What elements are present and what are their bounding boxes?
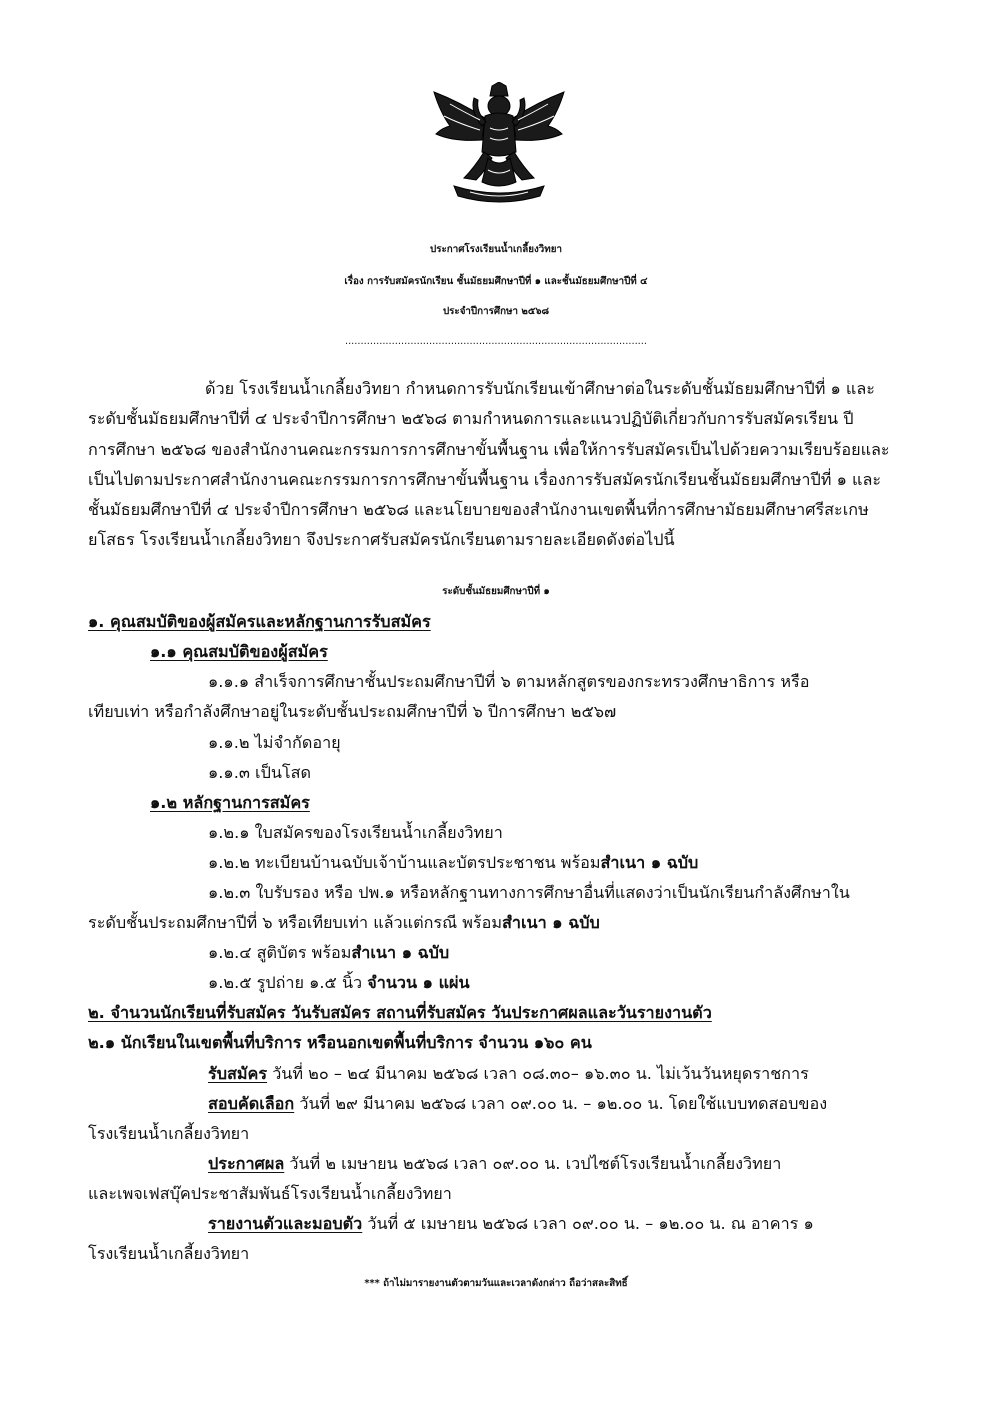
intro-line-6: ยโสธร โรงเรียนน้ำเกลี้ยงวิทยา จึงประกาศรับสมัครนักเรียนตามรายละเอียดดังต่อไปนี้ bbox=[88, 530, 675, 549]
item-1-2-3-bold: สำเนา ๑ ฉบับ bbox=[502, 913, 600, 932]
intro-line-5: ชั้นมัธยมศึกษาปีที่ ๔ ประจำปีการศึกษา ๒๕๖๘ และนโยบายของสำนักงานเขตพื้นที่การศึกษามัธยมศึกษาศรีสะเกษ bbox=[88, 500, 869, 519]
section-1-heading: ๑. คุณสมบัติของผู้สมัครและหลักฐานการรับสมัคร bbox=[88, 612, 431, 631]
item-1-2-2 bbox=[208, 851, 698, 875]
intro-line-2: ระดับชั้นมัธยมศึกษาปีที่ ๔ ประจำปีการศึกษา ๒๕๖๘ ตามกำหนดการและแนวปฏิบัติเกี่ยวกับการรับสมัครเรียน ปี bbox=[88, 409, 854, 428]
item-1-2-2-bold: สำเนา ๑ ฉบับ bbox=[600, 853, 699, 872]
item-1-1-3: ๑.๑.๓ เป็นโสด bbox=[208, 763, 312, 782]
report-text: วันที่ ๕ เมษายน ๒๕๖๘ เวลา ๐๙.๐๐ น. – ๑๒.๐๐ น. ณ อาคาร ๑ bbox=[362, 1214, 814, 1233]
announcement-year: ประจำปีการศึกษา ๒๕๖๘ bbox=[442, 306, 550, 317]
section-1-2-heading: ๑.๒ หลักฐานการสมัคร bbox=[150, 793, 310, 812]
item-1-2-5 bbox=[208, 971, 470, 995]
item-1-2-3-line-2 bbox=[88, 911, 600, 935]
exam-line-2: โรงเรียนน้ำเกลี้ยงวิทยา bbox=[88, 1124, 250, 1143]
item-1-1-2: ๑.๑.๒ ไม่จำกัดอายุ bbox=[208, 733, 341, 752]
exam-schedule bbox=[208, 1092, 827, 1116]
announce-line-2: และเพจเฟสบุ๊คประชาสัมพันธ์โรงเรียนน้ำเกลี้ยงวิทยา bbox=[88, 1184, 452, 1203]
announce-label: ประกาศผล bbox=[208, 1154, 285, 1173]
report-line-2: โรงเรียนน้ำเกลี้ยงวิทยา bbox=[88, 1244, 250, 1263]
exam-label: สอบคัดเลือก bbox=[208, 1094, 295, 1113]
report-schedule bbox=[208, 1212, 814, 1236]
announce-schedule bbox=[208, 1152, 781, 1176]
item-1-2-4 bbox=[208, 941, 449, 965]
intro-line-1: ด้วย โรงเรียนน้ำเกลี้ยงวิทยา กำหนดการรับนักเรียนเข้าศึกษาต่อในระดับชั้นมัธยมศึกษาปีที่ ๑ และ bbox=[205, 379, 875, 398]
announcement-subject: เรื่อง การรับสมัครนักเรียน ชั้นมัธยมศึกษาปีที่ ๑ และชั้นมัธยมศึกษาปีที่ ๔ bbox=[344, 276, 648, 287]
forfeit-warning: *** ถ้าไม่มารายงานตัวตามวันและเวลาดังกล่าว ถือว่าสละสิทธิ์ bbox=[364, 1278, 628, 1289]
item-1-1-1-line-1: ๑.๑.๑ สำเร็จการศึกษาชั้นประถมศึกษาปีที่ ๖ ตามหลักสูตรของกระทรวงศึกษาธิการ หรือ bbox=[208, 672, 810, 691]
separator-dots: ................................................................................................. bbox=[344, 336, 648, 347]
item-1-2-1: ๑.๒.๑ ใบสมัครของโรงเรียนน้ำเกลี้ยงวิทยา bbox=[208, 823, 503, 842]
item-1-2-3-text: ระดับชั้นประถมศึกษาปีที่ ๖ หรือเทียบเท่า แล้วแต่กรณี พร้อม bbox=[88, 913, 503, 932]
report-label: รายงานตัวและมอบตัว bbox=[208, 1214, 363, 1233]
level-heading: ระดับชั้นมัธยมศึกษาปีที่ ๑ bbox=[442, 586, 550, 597]
apply-text: วันที่ ๒๐ – ๒๔ มีนาคม ๒๕๖๘ เวลา ๐๘.๓๐– ๑๖.๓๐ น. ไม่เว้นวันหยุดราชการ bbox=[267, 1064, 809, 1083]
announcement-title: ประกาศโรงเรียนน้ำเกลี้ยงวิทยา bbox=[430, 244, 562, 255]
exam-text: วันที่ ๒๙ มีนาคม ๒๕๖๘ เวลา ๐๙.๐๐ น. – ๑๒.๐๐ น. โดยใช้แบบทดสอบของ bbox=[294, 1094, 828, 1113]
item-1-1-1-line-2: เทียบเท่า หรือกำลังศึกษาอยู่ในระดับชั้นประถมศึกษาปีที่ ๖ ปีการศึกษา ๒๕๖๗ bbox=[88, 702, 617, 721]
intro-line-3: การศึกษา ๒๕๖๘ ของสำนักงานคณะกรรมการการศึกษาขั้นพื้นฐาน เพื่อให้การรับสมัครเป็นไปด้วยความเรียบร้อยและ bbox=[88, 440, 890, 459]
item-1-2-2-text: ๑.๒.๒ ทะเบียนบ้านฉบับเจ้าบ้านและบัตรประชาชน พร้อม bbox=[208, 853, 601, 872]
item-1-2-4-text: ๑.๒.๔ สูติบัตร พร้อม bbox=[208, 943, 352, 962]
intro-line-4: เป็นไปตามประกาศสำนักงานคณะกรรมการการศึกษาขั้นพื้นฐาน เรื่องการรับสมัครนักเรียนชั้นมัธยมศึกษาปีที่ ๑ และ bbox=[88, 470, 882, 489]
section-1-1-heading: ๑.๑ คุณสมบัติของผู้สมัคร bbox=[150, 642, 328, 661]
apply-schedule bbox=[208, 1062, 809, 1086]
item-1-2-3-line-1: ๑.๒.๓ ใบรับรอง หรือ ปพ.๑ หรือหลักฐานทางการศึกษาอื่นที่แสดงว่าเป็นนักเรียนกำลังศึกษาใน bbox=[208, 883, 850, 902]
announce-text: วันที่ ๒ เมษายน ๒๕๖๘ เวลา ๐๙.๐๐ น. เวปไซต์โรงเรียนน้ำเกลี้ยงวิทยา bbox=[284, 1154, 782, 1173]
apply-label: รับสมัคร bbox=[208, 1064, 268, 1083]
section-2-heading: ๒. จำนวนนักเรียนที่รับสมัคร วันรับสมัคร สถานที่รับสมัคร วันประกาศผลและวันรายงานตัว bbox=[88, 1003, 712, 1022]
section-2-1-heading: ๒.๑ นักเรียนในเขตพื้นที่บริการ หรือนอกเขตพื้นที่บริการ จำนวน ๑๖๐ คน bbox=[88, 1033, 592, 1052]
item-1-2-5-text: ๑.๒.๕ รูปถ่าย ๑.๕ นิ้ว bbox=[208, 973, 368, 992]
item-1-2-4-bold: สำเนา ๑ ฉบับ bbox=[351, 943, 450, 962]
item-1-2-5-bold: จำนวน ๑ แผ่น bbox=[367, 973, 470, 992]
garuda-emblem-icon bbox=[430, 82, 568, 208]
